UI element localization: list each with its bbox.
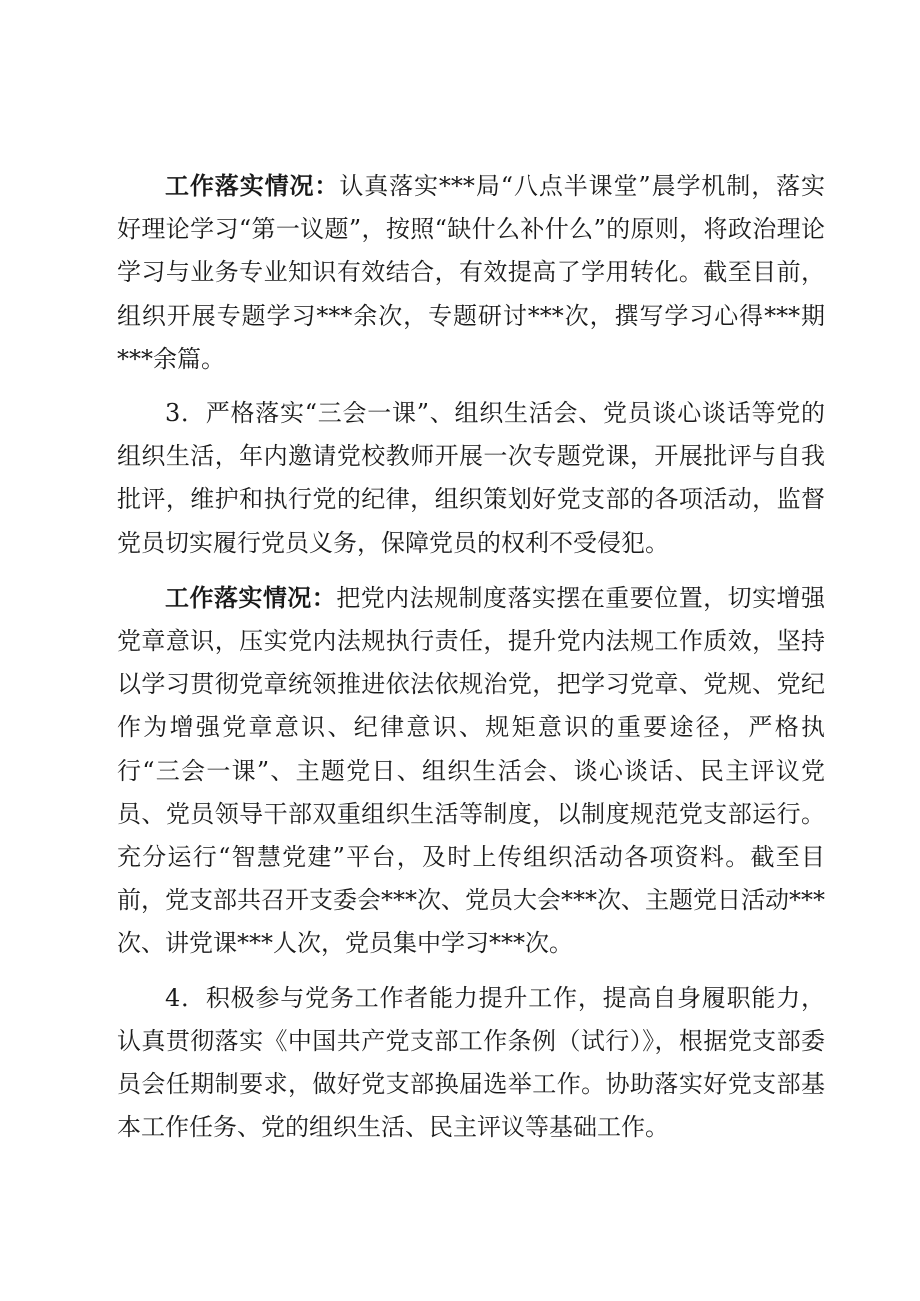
paragraph-work-status-2 [117,576,825,966]
paragraph-lead-label: 工作落实情况： [165,582,337,612]
paragraph-item-4 [117,977,825,1150]
paragraph-text: 4．积极参与党务工作者能力提升工作，提高自身履职能力，认真贯彻落实《中国共产党支部工作条例（试行）》，根据党支部委员会任期制要求，做好党支部换届选举工作。协助落实好党支部基本工作任务、党的组织生活、民主评议等基础工作。 [117,983,825,1142]
paragraph-text: 认真落实***局“八点半课堂”晨学机制，落实好理论学习“第一议题”，按照“缺什么补什么”的原则，将政治理论学习与业务专业知识有效结合，有效提高了学用转化。截至目前，组织开展专题学习***余次，专题研讨***次，撰写学习心得***期***余篇。 [117,172,826,373]
document-body [117,164,825,1160]
paragraph-text: 3．严格落实“三会一课”、组织生活会、党员谈心谈话等党的组织生活，年内邀请党校教师开展一次专题党课，开展批评与自我批评，维护和执行党的纪律，组织策划好党支部的各项活动，监督党员切实履行党员义务，保障党员的权利不受侵犯。 [117,399,825,557]
paragraph-item-3 [117,392,825,565]
paragraph-text: 把党内法规制度落实摆在重要位置，切实增强党章意识，压实党内法规执行责任，提升党内法规工作质效，坚持以学习贯彻党章统领推进依法依规治党，把学习党章、党规、党纪作为增强党章意识、纪律意识、规矩意识的重要途径，严格执行“三会一课”、主题党日、组织生活会、谈心谈话、民主评议党员、党员领导干部双重组织生活等制度，以制度规范党支部运行。充分运行“智慧党建”平台，及时上传组织活动各项资料。截至目前，党支部共召开支委会***次、党员大会***次、主题党日活动***次、讲党课***人次，党员集中学习***次。 [117,583,826,958]
paragraph-work-status-1 [117,164,825,381]
paragraph-lead-label: 工作落实情况： [165,171,340,200]
